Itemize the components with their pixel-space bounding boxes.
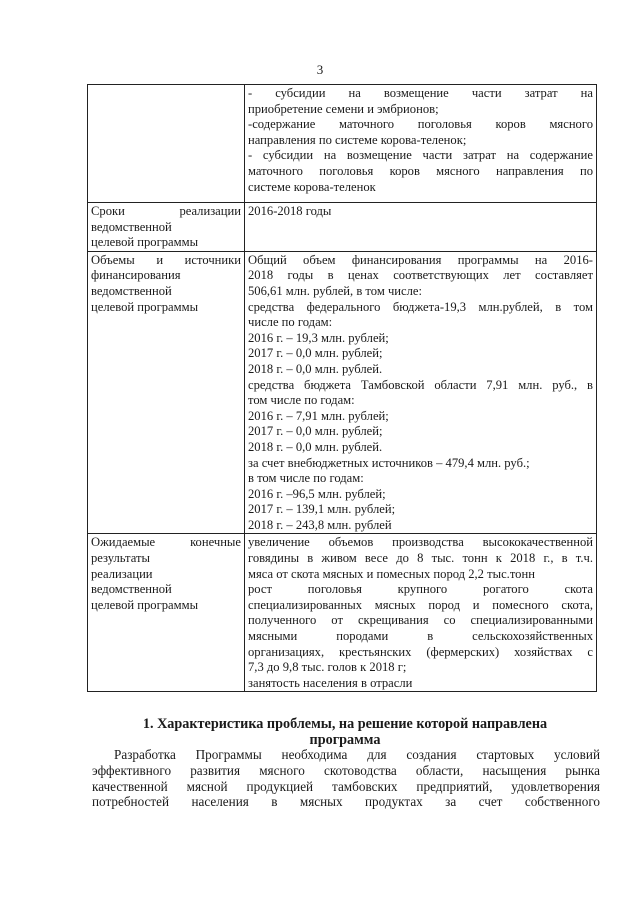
program-passport-table — [87, 84, 597, 692]
row4-label-line: целевой программы — [91, 597, 199, 612]
row3-line: 2017 г. – 0,0 млн. рублей; — [248, 346, 383, 361]
row2-line: 2016-2018 годы — [248, 204, 332, 218]
row3-line: 2017 г. – 0,0 млн. рублей; — [248, 424, 383, 439]
row2-label-line: ведомственной — [91, 219, 172, 234]
section-heading-line: программа — [309, 732, 381, 748]
table-row-timeline — [88, 203, 597, 252]
row3-line: средства бюджета Тамбовской области 7,91 млн. руб., в — [248, 377, 593, 392]
row4-line: 7,3 до 9,8 тыс. голов к 2018 г; — [248, 660, 407, 675]
row4-label-line: результаты — [91, 551, 150, 566]
row3-label-line: целевой программы — [91, 299, 199, 314]
section-heading — [90, 716, 600, 748]
row4-line: полученного от скрещивания со специализированными — [248, 613, 593, 628]
row3-label-line: финансирования — [91, 268, 181, 283]
row1-line: приобретение семени и эмбрионов; — [248, 101, 439, 116]
table-row-financing — [88, 251, 597, 534]
row1-line: - субсидии на возмещение части затрат на — [248, 86, 593, 100]
row3-line: 506,61 млн. рублей, в том числе: — [248, 283, 422, 298]
paragraph-line: качественной мясной продукцией тамбовских предприятий, удовлетворения — [92, 778, 600, 794]
row3-value-cell — [245, 251, 597, 534]
row4-line: мясными породами в сельскохозяйственных — [248, 629, 593, 644]
row3-line: 2016 г. –96,5 млн. рублей; — [248, 486, 386, 501]
paragraph-line: Разработка Программы необходима для создания стартовых условий — [114, 747, 600, 762]
row1-line: направления по системе корова-теленок; — [248, 132, 467, 147]
row3-line: за счет внебюджетных источников – 479,4 млн. руб.; — [248, 455, 530, 470]
row2-value-cell — [245, 203, 597, 252]
row3-line: Общий объем финансирования программы на 2016- — [248, 252, 593, 267]
row1-line: системе корова-теленок — [248, 179, 376, 194]
row4-label-line: Ожидаемые конечные — [91, 535, 241, 550]
row2-label-cell — [88, 203, 245, 252]
row3-line: 2018 г. – 243,8 млн. рублей — [248, 517, 392, 532]
row3-label-line: ведомственной — [91, 283, 172, 298]
row3-line: том числе по годам: — [248, 393, 355, 408]
paragraph-line: потребностей населения в мясных продуктах за счет собственного — [92, 794, 600, 810]
row1-value-cell — [245, 85, 597, 203]
row4-value-cell — [245, 534, 597, 692]
table-row-expected-results — [88, 534, 597, 692]
row4-line: специализированных мясных пород и помесного скота, — [248, 597, 593, 612]
row4-line: говядины в живом весе до 8 тыс. тонн к 2018 г., в т.ч. — [248, 551, 593, 566]
row1-line: - субсидии на возмещение части затрат на содержание — [248, 148, 593, 163]
row1-line: -содержание маточного поголовья коров мясного — [248, 117, 593, 132]
row4-label-line: реализации — [91, 566, 153, 581]
row3-line: в том числе по годам: — [248, 471, 364, 486]
row3-line: 2017 г. – 139,1 млн. рублей; — [248, 502, 396, 517]
row4-label-line: ведомственной — [91, 582, 172, 597]
row1-line: маточного поголовья коров мясного направления по — [248, 163, 593, 178]
section-heading-line: 1. Характеристика проблемы, на решение которой направлена — [142, 716, 548, 732]
row3-label-line: Объемы и источники — [91, 252, 241, 267]
row4-line: рост поголовья крупного рогатого скота — [248, 582, 593, 597]
row4-label-cell — [88, 534, 245, 692]
table-row-subsidies — [88, 85, 597, 203]
row3-line: 2018 г. – 0,0 млн. рублей. — [248, 439, 383, 454]
row4-line: увеличение объемов производства высококачественной — [248, 535, 593, 550]
paragraph-line: эффективного развития мясного скотоводства области, насыщения рынка — [92, 762, 600, 778]
page-number: 3 — [316, 62, 324, 77]
row3-line: 2018 годы в ценах соответствующих лет составляет — [248, 268, 593, 283]
row3-line: 2018 г. – 0,0 млн. рублей. — [248, 361, 383, 376]
row1-label-cell — [88, 85, 245, 203]
row3-line: средства федерального бюджета-19,3 млн.рублей, в том — [248, 299, 593, 314]
section-paragraph — [92, 747, 600, 810]
row4-line: занятость населения в отрасли — [248, 675, 413, 690]
row3-line: 2016 г. – 7,91 млн. рублей; — [248, 408, 389, 423]
row3-line: 2016 г. – 19,3 млн. рублей; — [248, 330, 389, 345]
row2-label-line: Сроки реализации — [91, 204, 241, 218]
row3-line: числе по годам: — [248, 315, 333, 330]
row4-line: мяса от скота мясных и помесных пород 2,2 тыс.тонн — [248, 566, 535, 581]
row2-label-line: целевой программы — [91, 235, 199, 250]
row4-line: организациях, крестьянских (фермерских) хозяйствах с — [248, 644, 593, 659]
row3-label-cell — [88, 251, 245, 534]
